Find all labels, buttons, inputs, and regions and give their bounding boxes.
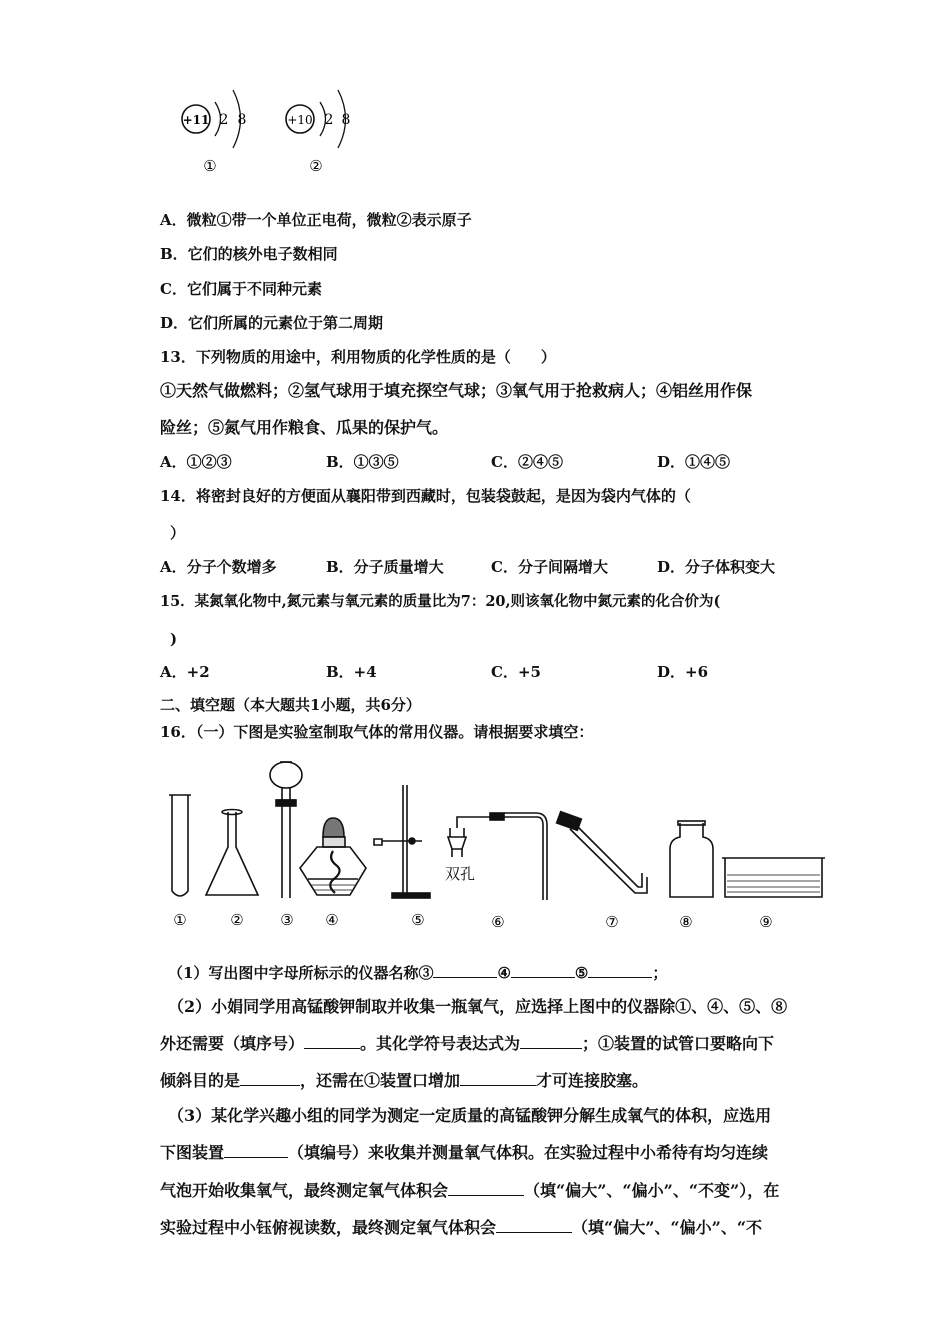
q13-option-a: A．①②③	[160, 453, 232, 471]
blank-volume-1[interactable]	[448, 1181, 524, 1196]
apparatus-label-8: ⑧	[679, 913, 693, 931]
nucleus-charge-2: +10	[287, 113, 313, 127]
apparatus-label-6: ⑥	[491, 913, 505, 931]
q16-part3-line4: 实验过程中小钰俯视读数，最终测定氧气体积会 （填“偏大”、“偏小”、“不	[160, 1218, 763, 1237]
q13-line2: ①天然气做燃料；②氢气球用于填充探空气球；③氧气用于抢救病人；④铝丝用作保	[160, 381, 753, 400]
q15-option-a: A．+2	[160, 663, 210, 681]
blank-purpose[interactable]	[240, 1071, 300, 1086]
apparatus-label-1: ①	[173, 911, 187, 929]
blank-5[interactable]	[588, 963, 652, 978]
atom-label-2: ②	[309, 157, 323, 175]
blank-device[interactable]	[224, 1143, 288, 1158]
q13-option-d: D．①④⑤	[657, 453, 731, 471]
blank-4[interactable]	[511, 963, 575, 978]
q12-option-a: A．微粒①带一个单位正电荷，微粒②表示原子	[160, 211, 472, 229]
q14-option-a: A．分子个数增多	[160, 558, 277, 576]
apparatus-label-5: ⑤	[411, 911, 425, 929]
q16-part1: （1）写出图中字母所标示的仪器名称③ ④ ⑤ ；	[168, 964, 668, 982]
q16-part2-line3: 倾斜目的是 ，还需在①装置口增加 才可连接胶塞。	[160, 1071, 649, 1090]
q16-part2-line1: （2）小娟同学用高锰酸钾制取并收集一瓶氧气，应选择上图中的仪器除①、④、⑤、⑧	[168, 997, 788, 1016]
shell-electrons-1b: 8	[237, 112, 247, 128]
q14-option-c: C．分子间隔增大	[491, 558, 608, 576]
stopper-caption: 双孔	[445, 865, 476, 883]
iron-stand-icon	[374, 785, 430, 898]
apparatus-label-9: ⑨	[759, 913, 773, 931]
q16-part3-line1: （3）某化学兴趣小组的同学为测定一定质量的高锰酸钾分解生成氧气的体积，应选用	[168, 1106, 772, 1125]
conical-flask-icon	[206, 810, 258, 896]
atom-diagram-1	[182, 90, 246, 175]
apparatus-label-7: ⑦	[605, 913, 619, 931]
apparatus-label-4: ④	[325, 911, 339, 929]
blank-volume-2[interactable]	[496, 1218, 572, 1233]
q15-option-d: D．+6	[657, 663, 709, 681]
blank-apparatus[interactable]	[304, 1034, 360, 1049]
nucleus-charge-1: +11	[182, 113, 210, 127]
lab-apparatus-figure	[160, 755, 830, 935]
q13-stem: 13．下列物质的用途中，利用物质的化学性质的是（ ）	[160, 348, 556, 366]
q14-option-b: B．分子质量增大	[326, 558, 444, 576]
q15-stem-cont: )	[170, 630, 178, 648]
blank-equation[interactable]	[520, 1034, 582, 1049]
alcohol-lamp-icon	[300, 818, 366, 895]
q12-option-d: D．它们所属的元素位于第二周期	[160, 314, 384, 332]
shell-electrons-2a: 2	[324, 112, 334, 128]
bent-tube-icon	[557, 812, 647, 893]
q16-part3-line2: 下图装置 （填编号）来收集并测量氧气体积。在实验过程中小希待有均匀连续	[160, 1143, 769, 1162]
q14-stem: 14．将密封良好的方便面从襄阳带到西藏时，包装袋鼓起，是因为袋内气体的（	[160, 487, 691, 505]
q12-option-c: C．它们属于不同种元素	[160, 280, 322, 298]
gas-collecting-bottle-icon	[670, 821, 713, 897]
shell-electrons-2b: 8	[341, 112, 351, 128]
blank-cotton[interactable]	[460, 1071, 536, 1086]
q14-stem-cont: ）	[170, 524, 186, 542]
water-trough-icon	[722, 858, 825, 897]
separatory-funnel-icon	[270, 762, 302, 898]
section-heading: 二、填空题（本大题共1小题，共6分）	[160, 696, 421, 714]
q16-stem: 16．（一）下图是实验室制取气体的常用仪器。请根据要求填空：	[160, 723, 594, 741]
q15-option-c: C．+5	[491, 663, 541, 681]
atom-label-1: ①	[203, 157, 217, 175]
apparatus-label-2: ②	[230, 911, 244, 929]
apparatus-label-3: ③	[280, 911, 294, 929]
q14-option-d: D．分子体积变大	[657, 558, 776, 576]
two-hole-stopper-icon	[445, 813, 547, 900]
q13-line3: 险丝；⑤氮气用作粮食、瓜果的保护气。	[160, 418, 449, 437]
q15-stem: 15．某氮氧化物中,氮元素与氧元素的质量比为7：20,则该氧化物中氮元素的化合价为(	[160, 593, 721, 610]
test-tube-icon	[169, 795, 191, 896]
q16-part2-line2: 外还需要（填序号） 。其化学符号表达式为 ；①装置的试管口要略向下	[160, 1034, 775, 1053]
blank-3[interactable]	[433, 963, 497, 978]
shell-electrons-1a: 2	[219, 112, 229, 128]
q13-option-c: C．②④⑤	[491, 453, 563, 471]
atom-diagram-2	[286, 90, 350, 175]
q12-option-b: B．它们的核外电子数相同	[160, 245, 338, 263]
q15-option-b: B．+4	[326, 663, 377, 681]
q13-option-b: B．①③⑤	[326, 453, 399, 471]
atom-structure-figure	[170, 80, 390, 180]
q16-part3-line3: 气泡开始收集氧气，最终测定氧气体积会 （填“偏大”、“偏小”、“不变”），在	[160, 1181, 780, 1200]
